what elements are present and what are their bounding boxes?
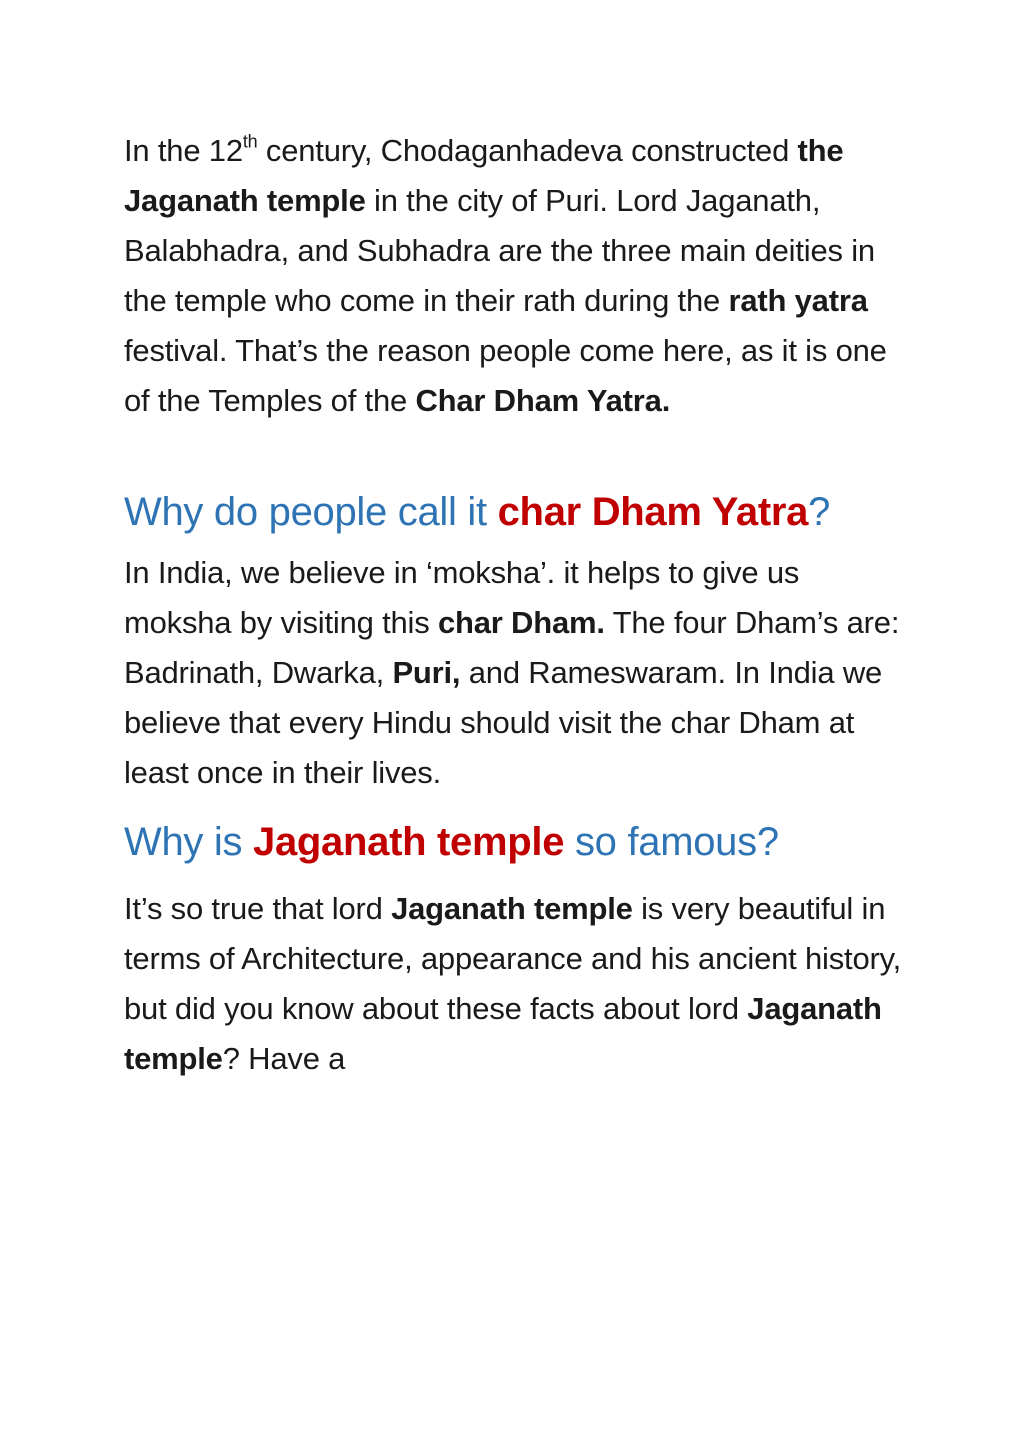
- text-run: The four Dham’s are: Badrinath, Dwarka,: [124, 605, 900, 690]
- text-run: century, Chodaganhadeva constructed: [257, 133, 798, 168]
- text-run: in the city of Puri. Lord Jaganath, Balabhadra, and Subhadra are the three main deities in the temple who come in their rath during the: [124, 183, 875, 318]
- text-run: In India, we believe in ‘moksha’. it helps to give us moksha by visiting this: [124, 555, 800, 640]
- heading-highlight: Jaganath temple: [253, 820, 565, 864]
- heading-text: so famous?: [564, 820, 779, 864]
- bold-jaganath-temple: Jaganath temple: [391, 891, 633, 926]
- text-run: is very beautiful in terms of Architecture, appearance and his ancient history, but did you know about these facts about lord: [124, 891, 902, 1026]
- heading-text: Why do people call it: [124, 490, 498, 534]
- bold-puri: Puri,: [392, 655, 461, 690]
- bold-jaganath-temple: the Jaganath temple: [124, 133, 844, 218]
- text-run: It’s so true that lord: [124, 891, 392, 926]
- paragraph-temple-facts: [124, 884, 903, 1084]
- paragraph-jaganath-history: [124, 126, 903, 426]
- paragraph-moksha: [124, 548, 903, 798]
- heading-why-famous: [124, 810, 903, 874]
- heading-why-char-dham: [124, 480, 903, 544]
- text-run: festival. That’s the reason people come here, as it is one of the Temples of the: [124, 333, 887, 418]
- heading-text: Why is: [124, 820, 254, 864]
- text-run: In the 12: [124, 133, 243, 168]
- text-run: ? Have a: [222, 1041, 346, 1076]
- bold-jaganath-temple: Jaganath temple: [124, 991, 882, 1076]
- superscript-th: th: [242, 131, 258, 152]
- bold-char-dham: char Dham.: [437, 605, 605, 640]
- heading-highlight: char Dham Yatra: [497, 490, 809, 534]
- bold-rath-yatra: rath yatra: [728, 283, 868, 318]
- text-run: and Rameswaram. In India we believe that every Hindu should visit the char Dham at least once in their lives.: [124, 655, 883, 790]
- bold-char-dham-yatra: Char Dham Yatra.: [415, 383, 671, 418]
- heading-text: ?: [808, 490, 831, 534]
